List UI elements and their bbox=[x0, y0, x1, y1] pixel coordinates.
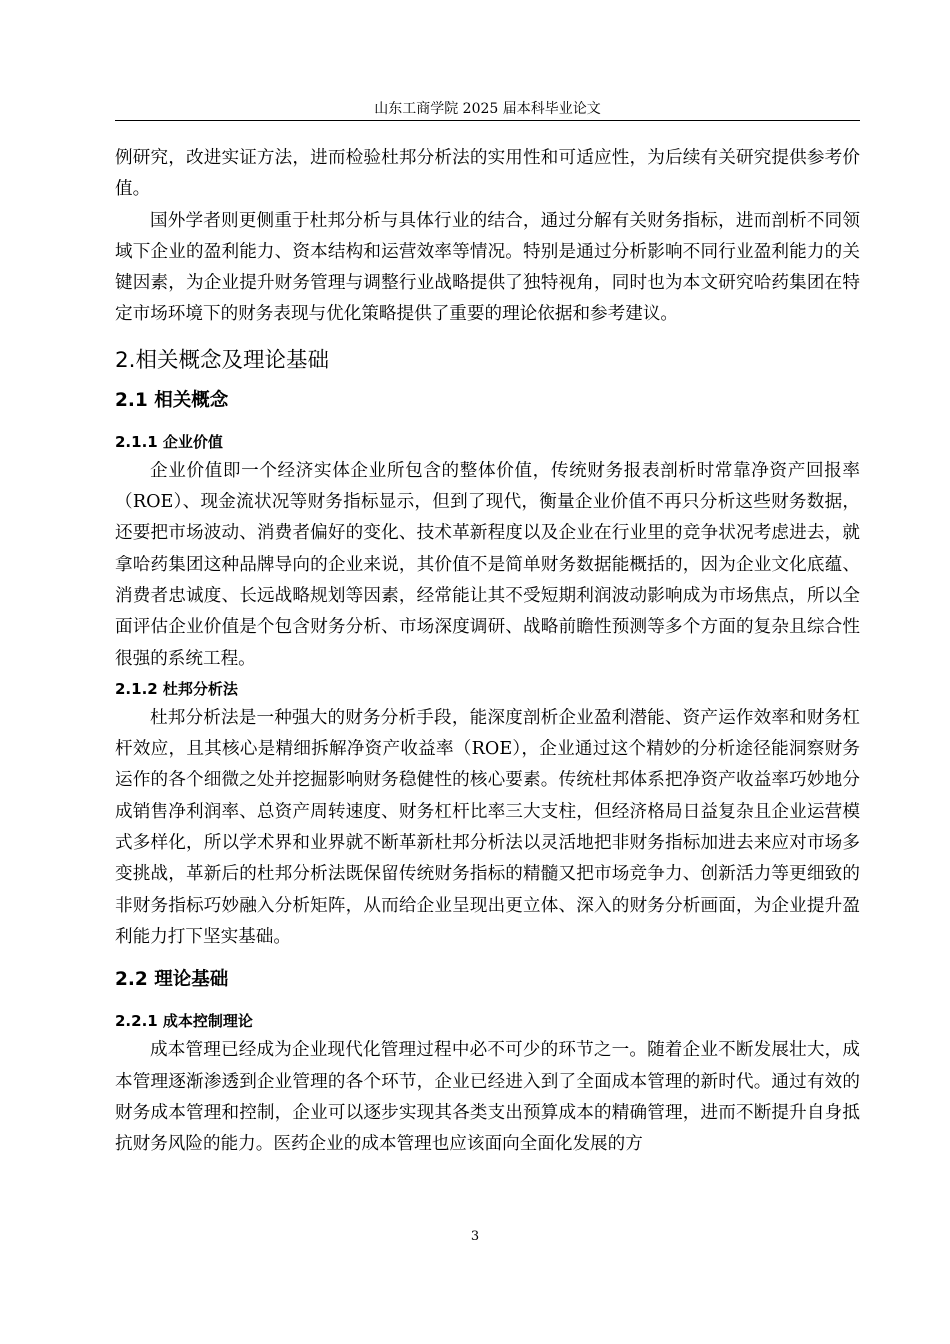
paragraph-dupont-analysis: 杜邦分析法是一种强大的财务分析手段，能深度剖析企业盈利潜能、资产运作效率和财务杠杆效应，且其核心是精细拆解净资产收益率（ROE），企业通过这个精妙的分析途径能洞察财务运作的各个细微之处并挖掘影响财务稳健性的核心要素。传统杜邦体系把净资产收益率巧妙地分成销售净利润率、总资产周转速度、财务杠杆比率三大支柱，但经济格局日益复杂且企业运营模式多样化，所以学术界和业界就不断革新杜邦分析法以灵活地把非财务指标加进去来应对市场多变挑战，革新后的杜邦分析法既保留传统财务指标的精髓又把市场竞争力、创新活力等更细致的非财务指标巧妙融入分析矩阵，从而给企业呈现出更立体、深入的财务分析画面，为企业提升盈利能力打下坚实基础。 bbox=[115, 707, 860, 947]
paragraph-foreign-scholars: 国外学者则更侧重于杜邦分析与具体行业的结合，通过分解有关财务指标，进而剖析不同领域下企业的盈利能力、资本结构和运营效率等情况。特别是通过分析影响不同行业盈利能力的关键因素，为企业提升财务管理与调整行业战略提供了独特视角，同时也为本文研究哈药集团在特定市场环境下的财务表现与优化策略提供了重要的理论依据和参考建议。 bbox=[115, 210, 860, 325]
page-number: 3 bbox=[470, 1229, 480, 1244]
subsection-2-1-1-heading: 2.1.1 企业价值 bbox=[115, 432, 223, 451]
subsection-2-1-2-heading: 2.1.2 杜邦分析法 bbox=[115, 679, 238, 698]
subsection-2-2-1-heading: 2.2.1 成本控制理论 bbox=[115, 1012, 253, 1031]
paragraph-enterprise-value: 企业价值即一个经济实体企业所包含的整体价值，传统财务报表剖析时常靠净资产回报率（ROE）、现金流状况等财务指标显示，但到了现代，衡量企业价值不再只分析这些财务数据，还要把市场波动、消费者偏好的变化、技术革新程度以及企业在行业里的竞争状况考虑进去，就拿哈药集团这种品牌导向的企业来说，其价值不是简单财务数据能概括的，因为企业文化底蕴、消费者忠诚度、长远战略规划等因素，经常能让其不受短期利润波动影响成为市场焦点，所以全面评估企业价值是个包含财务分析、市场深度调研、战略前瞻性预测等多个方面的复杂且综合性很强的系统工程。 bbox=[115, 460, 860, 669]
chapter-2-heading: 2.相关概念及理论基础 bbox=[115, 347, 330, 373]
section-2-2-heading: 2.2 理论基础 bbox=[115, 969, 229, 991]
page-body bbox=[115, 143, 860, 1160]
paragraph-intro-continued: 例研究，改进实证方法，进而检验杜邦分析法的实用性和可适应性，为后续有关研究提供参考价值。 bbox=[115, 148, 860, 200]
header-rule bbox=[115, 120, 860, 121]
paragraph-cost-control: 成本管理已经成为企业现代化管理过程中必不可少的环节之一。随着企业不断发展壮大，成本管理逐渐渗透到企业管理的各个环节，企业已经进入到了全面成本管理的新时代。通过有效的财务成本管理和控制，企业可以逐步实现其各类支出预算成本的精确管理，进而不断提升自身抵抗财务风险的能力。医药企业的成本管理也应该面向全面化发展的方 bbox=[115, 1040, 860, 1155]
running-header: 山东工商学院 2025 届本科毕业论文 bbox=[374, 101, 601, 117]
section-2-1-heading: 2.1 相关概念 bbox=[115, 389, 229, 411]
